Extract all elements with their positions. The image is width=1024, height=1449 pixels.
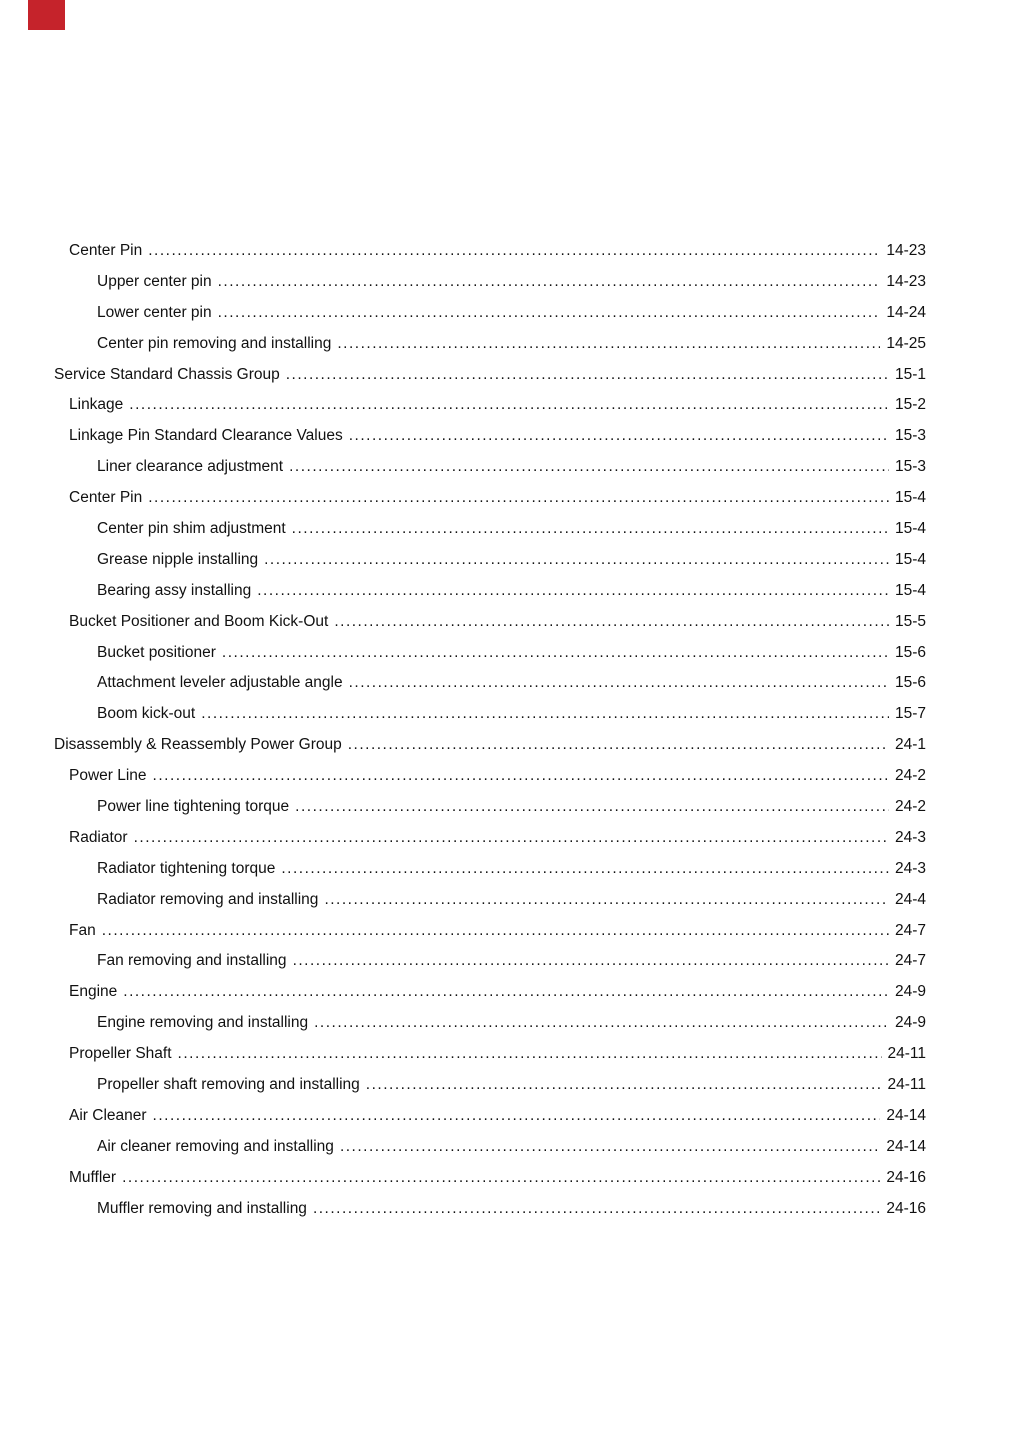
dot-leader — [153, 761, 889, 792]
dot-leader — [337, 329, 880, 360]
toc-entry-label: Engine removing and installing — [97, 1014, 309, 1032]
toc-entry-label: Air cleaner removing and installing — [97, 1137, 334, 1155]
toc-entry-label: Bucket positioner — [97, 643, 216, 661]
toc-entry-label: Service Standard Chassis Group — [54, 365, 280, 383]
toc-entry-label: Propeller Shaft — [69, 1045, 172, 1063]
toc-entry-label: Power Line — [69, 767, 147, 785]
toc-entry-page: 15-4 — [894, 581, 926, 599]
toc-entry — [54, 1163, 926, 1194]
toc-entry-label: Center Pin — [69, 489, 143, 507]
red-tab-marker — [28, 0, 65, 30]
toc-entry-page: 24-11 — [887, 1076, 926, 1094]
toc-entry-page: 24-9 — [894, 983, 926, 1001]
toc-entry-page: 24-11 — [887, 1045, 926, 1063]
dot-leader — [292, 514, 889, 545]
dot-leader — [295, 792, 889, 823]
dot-leader — [286, 360, 889, 391]
toc-entry — [54, 607, 926, 638]
toc-entry — [54, 483, 926, 514]
toc-entry-page: 24-7 — [894, 921, 926, 939]
toc-entry — [54, 1008, 926, 1039]
dot-leader — [218, 267, 881, 298]
toc-entry — [54, 699, 926, 730]
toc-entry-label: Upper center pin — [97, 272, 212, 290]
toc-entry-page: 15-3 — [894, 427, 926, 445]
toc-entry — [54, 761, 926, 792]
dot-leader — [289, 452, 889, 483]
toc-entry-page: 24-14 — [886, 1106, 926, 1124]
toc-entry-label: Attachment leveler adjustable angle — [97, 674, 343, 692]
dot-leader — [123, 977, 889, 1008]
toc-entry — [54, 1039, 926, 1070]
toc-entry-label: Lower center pin — [97, 303, 212, 321]
toc-entry — [54, 329, 926, 360]
toc-entry-page: 24-2 — [894, 767, 926, 785]
toc-entry-label: Radiator removing and installing — [97, 890, 319, 908]
toc-entry-label: Center pin removing and installing — [97, 334, 332, 352]
dot-leader — [264, 545, 889, 576]
toc-entry-label: Fan — [69, 921, 96, 939]
toc-entry-page: 24-7 — [894, 952, 926, 970]
toc-entry-page: 24-16 — [886, 1168, 926, 1186]
dot-leader — [153, 1101, 881, 1132]
toc-entry-page: 14-24 — [886, 303, 926, 321]
dot-leader — [349, 668, 889, 699]
toc-entry-label: Radiator tightening torque — [97, 859, 276, 877]
dot-leader — [122, 1163, 880, 1194]
dot-leader — [348, 730, 889, 761]
dot-leader — [218, 298, 881, 329]
toc-entry — [54, 514, 926, 545]
dot-leader — [324, 885, 889, 916]
toc-entry — [54, 1132, 926, 1163]
toc-entry — [54, 1101, 926, 1132]
dot-leader — [366, 1070, 882, 1101]
toc-entry-page: 24-3 — [894, 859, 926, 877]
toc-entry-page: 15-6 — [894, 643, 926, 661]
dot-leader — [314, 1008, 889, 1039]
toc-entry-label: Power line tightening torque — [97, 798, 290, 816]
toc-entry — [54, 638, 926, 669]
dot-leader — [257, 576, 889, 607]
toc-entry — [54, 421, 926, 452]
dot-leader — [201, 699, 889, 730]
toc-entry-page: 24-4 — [894, 890, 926, 908]
toc-entry-page: 15-1 — [894, 365, 926, 383]
dot-leader — [313, 1194, 880, 1225]
toc-entry-label: Grease nipple installing — [97, 550, 259, 568]
toc-entry-page: 14-23 — [886, 272, 926, 290]
toc-entry — [54, 977, 926, 1008]
toc-entry-page: 15-3 — [894, 458, 926, 476]
toc-entry-label: Liner clearance adjustment — [97, 458, 284, 476]
toc-entry — [54, 885, 926, 916]
toc-entry-page: 24-2 — [894, 798, 926, 816]
toc-entry-page: 15-4 — [894, 520, 926, 538]
toc-entry-page: 24-9 — [894, 1014, 926, 1032]
toc-entry-page: 15-7 — [894, 705, 926, 723]
toc-entry — [54, 854, 926, 885]
toc-entry — [54, 792, 926, 823]
toc-entry-label: Linkage Pin Standard Clearance Values — [69, 427, 343, 445]
toc-entry-page: 15-5 — [894, 612, 926, 630]
dot-leader — [134, 823, 889, 854]
toc-entry — [54, 236, 926, 267]
toc-entry — [54, 1194, 926, 1225]
dot-leader — [281, 854, 889, 885]
toc-entry-label: Disassembly & Reassembly Power Group — [54, 736, 342, 754]
toc-entry-label: Bucket Positioner and Boom Kick-Out — [69, 612, 329, 630]
toc-entry-label: Muffler — [69, 1168, 117, 1186]
toc-entry — [54, 390, 926, 421]
toc-entry-label: Radiator — [69, 828, 128, 846]
dot-leader — [148, 236, 880, 267]
toc-entry-label: Boom kick-out — [97, 705, 196, 723]
dot-leader — [293, 946, 889, 977]
dot-leader — [349, 421, 889, 452]
dot-leader — [222, 638, 889, 669]
toc-entry-label: Engine — [69, 983, 118, 1001]
toc-entry-page: 15-4 — [894, 489, 926, 507]
toc-entry — [54, 823, 926, 854]
toc-entry-label: Bearing assy installing — [97, 581, 252, 599]
toc-entry-page: 24-3 — [894, 828, 926, 846]
toc-entry-label: Propeller shaft removing and installing — [97, 1076, 360, 1094]
toc-entry — [54, 452, 926, 483]
toc-entry — [54, 267, 926, 298]
dot-leader — [148, 483, 889, 514]
dot-leader — [129, 390, 889, 421]
toc-entry-label: Air Cleaner — [69, 1106, 147, 1124]
toc-entry-label: Fan removing and installing — [97, 952, 287, 970]
toc-entry — [54, 360, 926, 391]
toc-entry-page: 14-25 — [886, 334, 926, 352]
toc-entry — [54, 576, 926, 607]
dot-leader — [340, 1132, 880, 1163]
toc-entry-label: Center Pin — [69, 242, 143, 259]
toc-entry-page: 24-14 — [886, 1137, 926, 1155]
toc-entry — [54, 1070, 926, 1101]
toc-entry — [54, 730, 926, 761]
dot-leader — [102, 916, 889, 947]
toc-entry-label: Linkage — [69, 396, 124, 414]
toc-entry-page: 14-23 — [886, 242, 926, 259]
toc-entry — [54, 916, 926, 947]
toc-entry — [54, 545, 926, 576]
dot-leader — [178, 1039, 882, 1070]
toc-entry-label: Muffler removing and installing — [97, 1199, 307, 1217]
toc-entry — [54, 298, 926, 329]
toc-entry-page: 24-1 — [894, 736, 926, 754]
toc-entry-page: 15-2 — [894, 396, 926, 414]
toc-entry-page: 15-6 — [894, 674, 926, 692]
dot-leader — [334, 607, 889, 638]
toc-entry-label: Center pin shim adjustment — [97, 520, 286, 538]
toc-list — [54, 236, 926, 1225]
toc-entry — [54, 668, 926, 699]
toc-entry-page: 24-16 — [886, 1199, 926, 1217]
toc-entry-page: 15-4 — [894, 550, 926, 568]
toc-entry — [54, 946, 926, 977]
